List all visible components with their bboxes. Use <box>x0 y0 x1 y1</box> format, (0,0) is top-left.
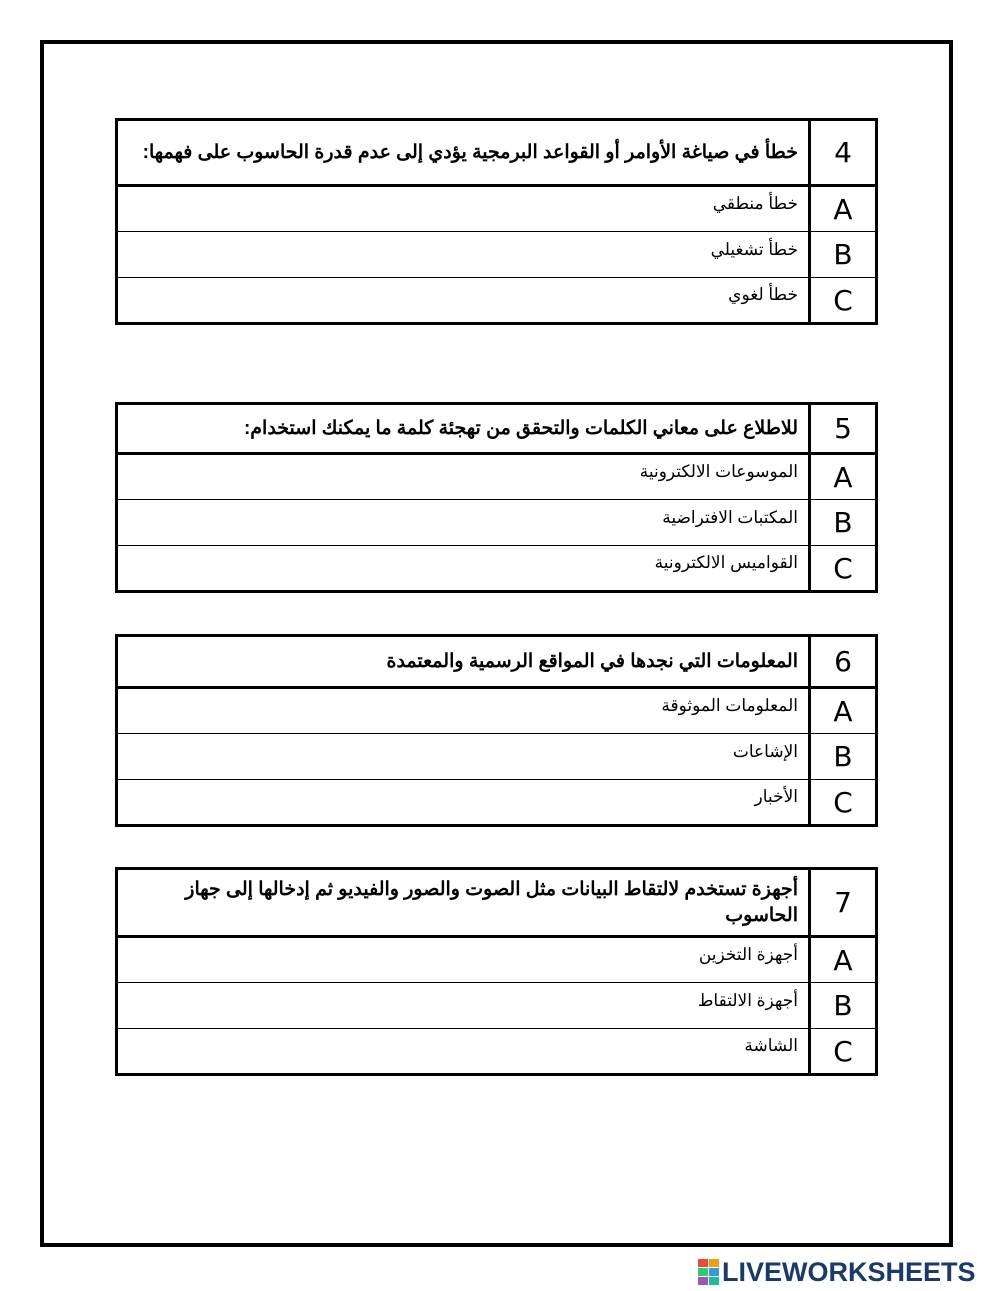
option-text[interactable]: الإشاعات <box>117 734 810 780</box>
option-text[interactable]: خطأ لغوي <box>117 278 810 324</box>
option-text[interactable]: خطأ منطقي <box>117 186 810 232</box>
option-text[interactable]: خطأ تشغيلي <box>117 232 810 278</box>
question-5-table <box>115 402 878 593</box>
option-letter: B <box>810 734 877 780</box>
question-number: 4 <box>810 120 877 186</box>
option-letter: C <box>810 546 877 592</box>
question-number: 7 <box>810 869 877 937</box>
question-number: 6 <box>810 636 877 688</box>
option-text[interactable]: الموسوعات الالكترونية <box>117 454 810 500</box>
option-letter: B <box>810 232 877 278</box>
option-row[interactable] <box>117 186 877 232</box>
option-letter: A <box>810 937 877 983</box>
question-text: أجهزة تستخدم لالتقاط البيانات مثل الصوت والصور والفيديو ثم إدخالها إلى جهاز الحاسوب <box>117 869 810 937</box>
option-row[interactable] <box>117 454 877 500</box>
question-text: للاطلاع على معاني الكلمات والتحقق من تهجئة كلمة ما يمكنك استخدام: <box>117 404 810 454</box>
option-text[interactable]: المكتبات الافتراضية <box>117 500 810 546</box>
option-text[interactable]: القواميس الالكترونية <box>117 546 810 592</box>
option-row[interactable] <box>117 780 877 826</box>
option-row[interactable] <box>117 937 877 983</box>
option-letter: A <box>810 688 877 734</box>
option-row[interactable] <box>117 232 877 278</box>
logo-text: LIVEWORKSHEETS <box>722 1256 976 1287</box>
question-number: 5 <box>810 404 877 454</box>
option-letter: B <box>810 500 877 546</box>
question-text: خطأ في صياغة الأوامر أو القواعد البرمجية يؤدي إلى عدم قدرة الحاسوب على فهمها: <box>117 120 810 186</box>
question-6-table <box>115 634 878 827</box>
option-row[interactable] <box>117 278 877 324</box>
option-text[interactable]: أجهزة الالتقاط <box>117 983 810 1029</box>
liveworksheets-logo-icon <box>698 1259 719 1285</box>
option-row[interactable] <box>117 688 877 734</box>
question-text: المعلومات التي نجدها في المواقع الرسمية والمعتمدة <box>117 636 810 688</box>
option-letter: C <box>810 780 877 826</box>
option-letter: B <box>810 983 877 1029</box>
option-row[interactable] <box>117 546 877 592</box>
option-letter: C <box>810 278 877 324</box>
option-letter: C <box>810 1029 877 1075</box>
question-4-table <box>115 118 878 325</box>
option-row[interactable] <box>117 734 877 780</box>
option-letter: A <box>810 186 877 232</box>
option-row[interactable] <box>117 1029 877 1075</box>
liveworksheets-logo[interactable] <box>698 1257 976 1287</box>
question-7-table <box>115 867 878 1076</box>
option-text[interactable]: الأخبار <box>117 780 810 826</box>
option-text[interactable]: الشاشة <box>117 1029 810 1075</box>
option-letter: A <box>810 454 877 500</box>
option-row[interactable] <box>117 983 877 1029</box>
option-text[interactable]: المعلومات الموثوقة <box>117 688 810 734</box>
option-text[interactable]: أجهزة التخزين <box>117 937 810 983</box>
option-row[interactable] <box>117 500 877 546</box>
